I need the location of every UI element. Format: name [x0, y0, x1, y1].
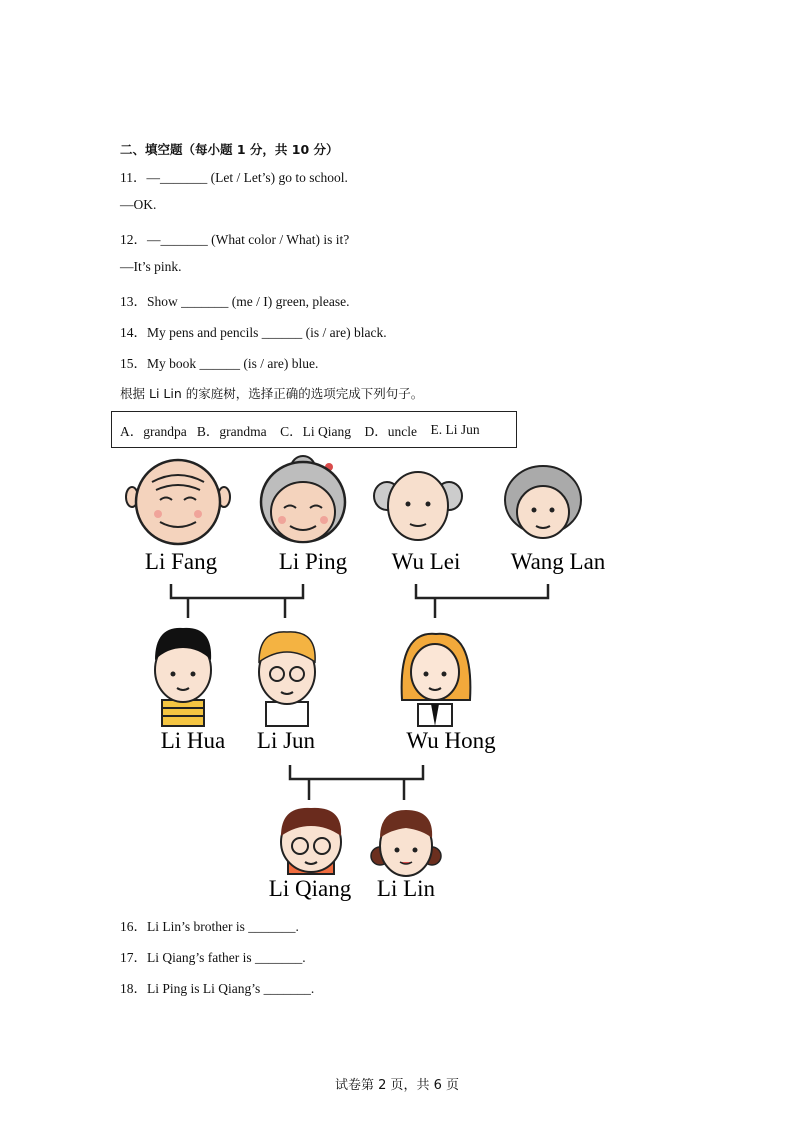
tree-connector-bottom: [290, 765, 423, 800]
label-li-fang: Li Fang: [144, 549, 218, 574]
wang-lan-avatar: [505, 466, 581, 538]
tree-connector-right: [416, 584, 548, 618]
tree-connector-left: [171, 584, 303, 618]
li-lin-avatar: [371, 810, 441, 876]
question-15: 15．My book ______ (is / are) blue.: [120, 356, 319, 371]
answer-11: —OK.: [120, 197, 157, 212]
label-li-jun: Li Jun: [256, 728, 316, 753]
li-fang-avatar: [126, 460, 230, 544]
label-li-ping: Li Ping: [278, 549, 348, 574]
answer-12: —It’s pink.: [120, 259, 182, 274]
option-e: E. Li Jun: [430, 421, 480, 437]
label-li-hua: Li Hua: [160, 728, 226, 753]
section-title: 二、填空题（每小题 1 分，共 10 分）: [120, 142, 339, 157]
li-hua-avatar: [155, 628, 211, 726]
question-11: 11．—_______ (Let / Let’s) go to school.: [120, 170, 348, 185]
instruction: 根据 Li Lin 的家庭树，选择正确的选项完成下列句子。: [120, 386, 424, 401]
option-b: B．grandma: [196, 423, 267, 439]
wu-hong-avatar: [402, 634, 471, 726]
question-13: 13．Show _______ (me / I) green, please.: [120, 294, 350, 309]
label-wu-lei: Wu Lei: [391, 549, 461, 574]
wu-lei-avatar: [374, 472, 462, 540]
li-jun-avatar: [259, 632, 315, 726]
question-12: 12．—_______ (What color / What) is it?: [120, 232, 350, 247]
li-ping-avatar: [261, 456, 345, 542]
question-16: 16．Li Lin’s brother is _______.: [120, 919, 299, 934]
label-li-qiang: Li Qiang: [268, 876, 352, 901]
label-li-lin: Li Lin: [376, 876, 436, 901]
question-14: 14．My pens and pencils ______ (is / are) black.: [120, 325, 387, 340]
page-footer: 试卷第 2 页，共 6 页: [334, 1078, 460, 1093]
option-d: D．uncle: [364, 423, 417, 439]
li-qiang-avatar: [281, 808, 341, 874]
label-wang-lan: Wang Lan: [510, 549, 606, 574]
option-a: A．grandpa: [120, 423, 187, 439]
label-wu-hong: Wu Hong: [406, 728, 496, 753]
question-18: 18．Li Ping is Li Qiang’s _______.: [120, 981, 315, 996]
question-17: 17．Li Qiang’s father is _______.: [120, 950, 306, 965]
option-c: C．Li Qiang: [280, 423, 351, 439]
